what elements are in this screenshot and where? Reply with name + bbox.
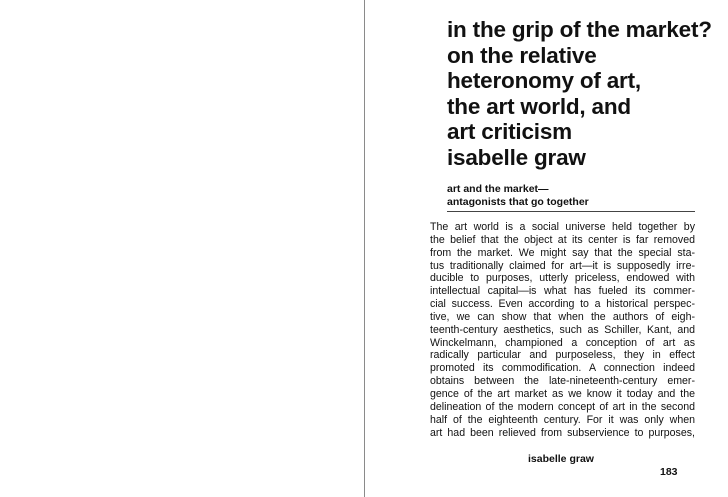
body-line: tive, we can show that when the authors of eigh- [430,310,695,323]
title-line: the art world, and [447,93,631,119]
title-line: in the grip of the market? [447,17,712,42]
section-divider [447,211,695,212]
chapter-title [447,17,717,170]
section-heading-line: art and the market— [447,183,549,195]
body-line: Winckelmann, championed a conception of art as [430,336,695,349]
body-line: gence of the art market as we know it today and the [430,387,695,400]
body-line: intellectual capital—is what has fueled its commer- [430,285,695,298]
body-line: art had been relieved from subservience to purposes, [430,426,695,439]
section-heading-line: antagonists that go together [447,196,589,208]
body-line: half of the eighteenth century. For it was only when [430,413,695,426]
body-line: obtains between the late-nineteenth-century emer- [430,375,695,388]
title-line: on the relative [447,42,597,68]
body-line: radically particular and purposeless, they in effect [430,349,695,362]
body-line: teenth-century aesthetics, such as Schiller, Kant, and [430,323,695,336]
body-line: cial success. Even according to a historical perspec- [430,298,695,311]
page-number: 183 [660,466,678,478]
body-line: from the market. We might say that the special sta- [430,246,695,259]
body-line: tus traditionally claimed for art—it is supposedly irre- [430,259,695,272]
section-heading [447,183,589,209]
body-paragraph [430,221,695,439]
title-line: art criticism [447,119,572,144]
body-line: The art world is a social universe held together by [430,221,695,233]
body-line: promoted its commodification. A connection indeed [430,362,695,375]
body-line: ducible to purposes, utterly priceless, endowed with [430,272,695,285]
body-line: the belief that the object at its center is far removed [430,233,695,246]
running-footer: isabelle graw [528,453,594,465]
author-name: isabelle graw [447,144,586,170]
title-line: heteronomy of art, [447,68,641,93]
body-line: delineation of the modern concept of art in the second [430,400,695,413]
